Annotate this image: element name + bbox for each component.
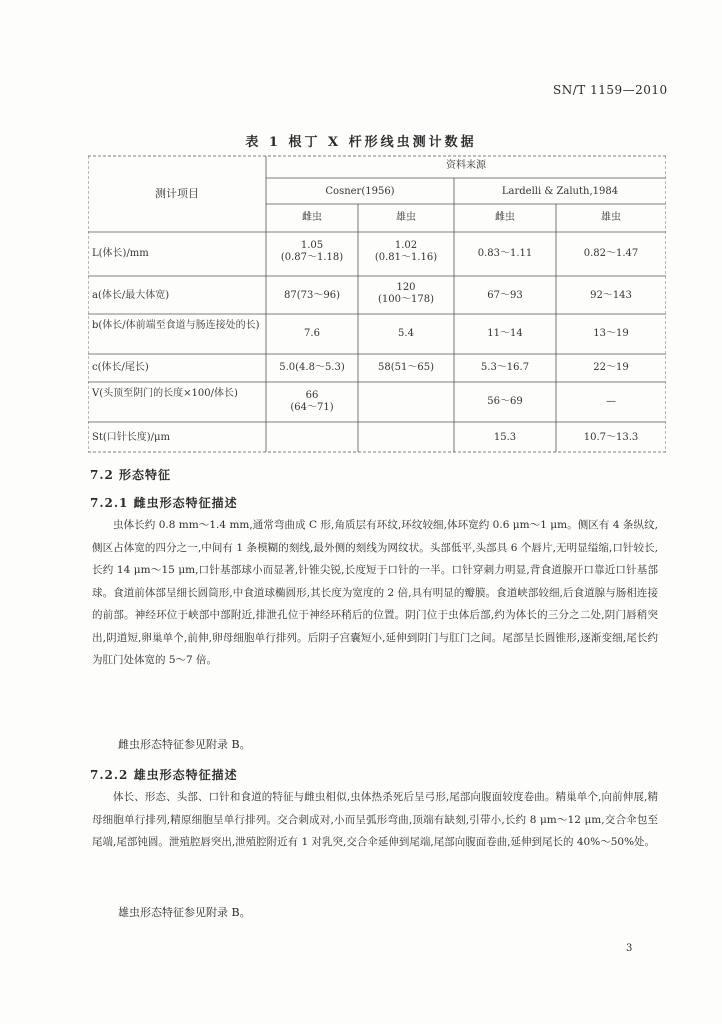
row-label-st: St(口针长度)/μm bbox=[92, 432, 171, 443]
measurement-table bbox=[88, 154, 666, 454]
col-female-1: 雌虫 bbox=[302, 212, 322, 223]
row-b-c3: 11～14 bbox=[487, 328, 523, 339]
row-c-c3: 5.3～16.7 bbox=[480, 362, 530, 373]
row-length-c2: 1.02 (0.81～1.16) bbox=[374, 240, 438, 263]
section-7-2-1-text: 虫体长约 0.8 mm～1.4 mm,通常弯曲成 C 形,角质层有环纹,环纹较细,体环宽约 0.6 μm～1 μm。侧区有 4 条纵纹,侧区占体宽的四分之一,中间有 1 条模糊的刻线,最外侧的刻线为网纹状。头部低平,头部具 6 个唇片,无明显缢缩,口针较长,长约 14 μm～15 μm,口针基部球小而显著,针锥尖锐,长度短于口针的一半。口针穿刺力明显,背食道腺开口靠近口针基部球。食道前体部呈细长圆筒形,中食道球椭圆形,其长度为宽度的 2 倍,具有明显的瓣膜。食道峡部较细,后食道腺与肠相连接的前部。神经环位于峡部中部附近,排泄孔位于神经环稍后的位置。阴门位于虫体后部,约为体长的三分之二处,阴门唇稍突出,阴道短,卵巢单个,前伸,卵母细胞单行排列。后阴子宫囊短小,延伸到阴门与肛门之间。尾部呈长圆锥形,逐渐变细,尾长约为肛门处体宽的 5～7 倍。 bbox=[92, 519, 658, 666]
row-st-c4: 10.7～13.3 bbox=[583, 432, 639, 443]
row-c-c1: 5.0(4.8～5.3) bbox=[279, 362, 345, 373]
row-length-c3: 0.83～1.11 bbox=[477, 248, 533, 259]
row-c-c2: 58(51～65) bbox=[378, 362, 434, 373]
section-7-2-2-text: 体长、形态、头部、口针和食道的特征与雌虫相似,虫体热杀死后呈弓形,尾部向腹面较度卷曲。精巢单个,向前伸展,精母细胞单行排列,精原细胞呈单行排列。交合刺成对,小而呈弧形弯曲,顶端有缺刻,引带小,长约 8 μm～12 μm,交合伞包至尾端,尾部钝圆。泄殖腔唇突出,泄殖腔附近有 1 对乳突,交合伞延伸到尾端,尾部向腹面卷曲,延伸到尾长的 40%～50%处。 bbox=[92, 791, 658, 848]
group-header: 资料来源 bbox=[446, 160, 486, 171]
row-a-c3: 67～93 bbox=[487, 290, 523, 301]
row-label-b: b(体长/体前端至食道与肠连接处的长) bbox=[92, 320, 260, 331]
section-7-2-1-title: 7.2.1 雌虫形态特征描述 bbox=[90, 496, 238, 510]
row-v-c1: 66 (64～71) bbox=[290, 390, 334, 413]
row-c-c4: 22～19 bbox=[593, 362, 629, 373]
row-a-c1: 87(73～96) bbox=[284, 290, 340, 301]
page-number: 3 bbox=[626, 943, 633, 954]
document-code: SN/T 1159—2010 bbox=[553, 83, 668, 97]
col-male-1: 雄虫 bbox=[396, 212, 416, 223]
row-v-c3: 56～69 bbox=[487, 396, 523, 407]
table-title: 表 1 根丁 X 杆形线虫测计数据 bbox=[245, 135, 477, 150]
row-b-c4: 13～19 bbox=[593, 328, 629, 339]
row-label-a: a(体长/最大体宽) bbox=[92, 290, 170, 301]
row-label-v: V(头顶至阴门的长度×100/体长) bbox=[92, 388, 238, 399]
row-a-c2: 120 (100～178) bbox=[378, 282, 434, 305]
section-7-2-title: 7.2 形态特征 bbox=[90, 468, 172, 482]
section-7-2-1-note: 雌虫形态特征参见附录 B。 bbox=[118, 738, 251, 751]
section-7-2-2-title: 7.2.2 雄虫形态特征描述 bbox=[90, 768, 238, 782]
row-label-c: c(体长/尾长) bbox=[92, 362, 149, 373]
row-length-c4: 0.82～1.47 bbox=[583, 248, 639, 259]
source-cosner: Cosner(1956) bbox=[325, 186, 395, 197]
col-female-2: 雌虫 bbox=[495, 212, 515, 223]
row-st-c3: 15.3 bbox=[493, 432, 517, 443]
row-b-c1: 7.6 bbox=[304, 328, 320, 339]
row-b-c2: 5.4 bbox=[398, 328, 414, 339]
col-male-2: 雄虫 bbox=[601, 212, 621, 223]
row-a-c4: 92～143 bbox=[590, 290, 632, 301]
row-label-length: L(体长)/mm bbox=[92, 248, 149, 259]
row-v-c4: — bbox=[606, 396, 616, 407]
section-7-2-2-note: 雄虫形态特征参见附录 B。 bbox=[118, 906, 251, 919]
row-length-c1: 1.05 (0.87～1.18) bbox=[280, 240, 344, 263]
row-header: 测计项目 bbox=[155, 187, 199, 200]
source-lardelli: Lardelli & Zaluth,1984 bbox=[501, 186, 619, 197]
